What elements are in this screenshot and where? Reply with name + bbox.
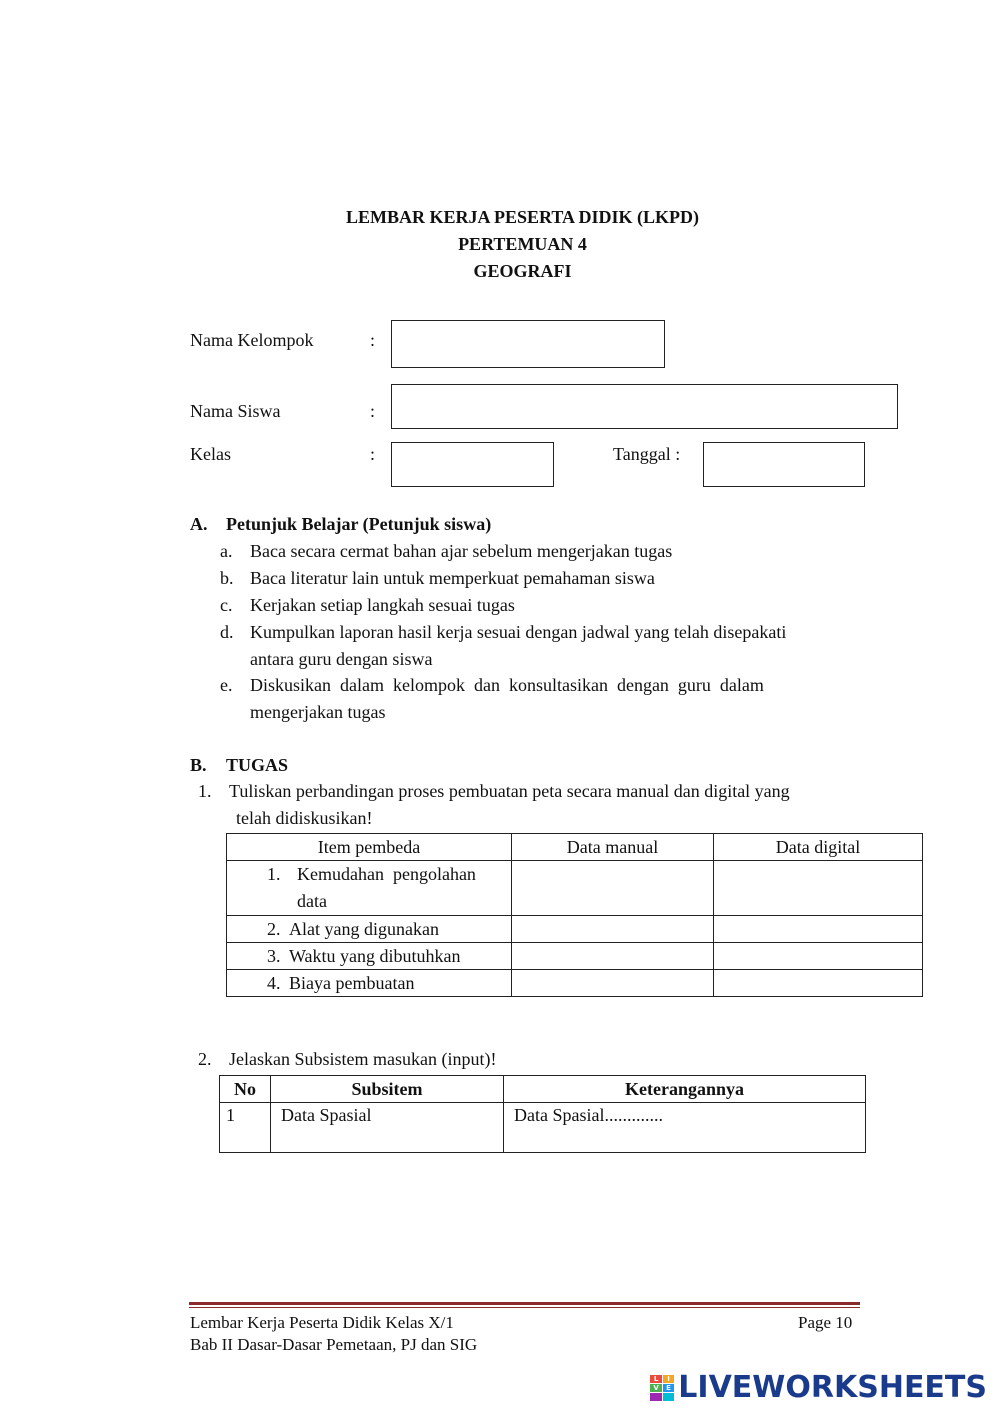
item-text: Diskusikan dalam kelompok dan konsultasikan dengan guru dalam — [250, 675, 764, 695]
cell-no: 1 — [220, 1103, 271, 1153]
table-cell-item — [227, 970, 512, 997]
section-a-letter: A. — [190, 514, 208, 534]
item-text-cont: mengerjakan tugas — [250, 702, 386, 722]
row-label: Alat yang digunakan — [289, 918, 439, 939]
cell-subsitem: Data Spasial — [271, 1103, 504, 1153]
row-label: Biaya pembuatan — [289, 972, 415, 993]
item-text: Baca literatur lain untuk memperkuat pemahaman siswa — [250, 568, 655, 588]
table-row — [227, 943, 923, 970]
digital-cell[interactable] — [714, 916, 923, 943]
section-a-heading: Petunjuk Belajar (Petunjuk siswa) — [226, 514, 492, 534]
footer-divider — [189, 1302, 860, 1305]
liveworksheets-text: LIVEWORKSHEETS — [678, 1370, 987, 1405]
comparison-table — [226, 833, 923, 997]
row-label-cont: data — [297, 891, 327, 911]
item-marker: e. — [220, 675, 233, 695]
table-header-manual: Data manual — [512, 834, 714, 861]
icon-letter: E — [663, 1384, 675, 1392]
question-1-text-cont: telah didiskusikan! — [236, 808, 373, 828]
table-row — [227, 861, 923, 916]
item-text: Baca secara cermat bahan ajar sebelum mengerjakan tugas — [250, 541, 673, 561]
item-marker: c. — [220, 595, 233, 615]
table-header-keterangan: Keterangannya — [504, 1076, 866, 1103]
table-cell-item — [227, 861, 512, 916]
table-header-subsitem: Subsitem — [271, 1076, 504, 1103]
manual-cell[interactable] — [512, 970, 714, 997]
row-number: 1. — [267, 864, 281, 884]
footer-page: Page 10 — [798, 1313, 853, 1332]
table-header-item: Item pembeda — [227, 834, 512, 861]
row-number: 3. — [267, 945, 281, 966]
question-1-text: Tuliskan perbandingan proses pembuatan peta secara manual dan digital yang — [229, 781, 790, 801]
manual-cell[interactable] — [512, 943, 714, 970]
subsystem-table — [219, 1075, 866, 1153]
table-header-no: No — [220, 1076, 271, 1103]
instruction-item — [220, 538, 880, 565]
nama-kelompok-label: Nama Kelompok — [190, 330, 314, 350]
table-row — [227, 970, 923, 997]
nama-kelompok-input[interactable] — [391, 320, 665, 368]
nama-siswa-input[interactable] — [391, 384, 898, 429]
item-text-cont: antara guru dengan siswa — [250, 649, 433, 669]
section-b-letter: B. — [190, 755, 207, 775]
tanggal-label: Tanggal : — [613, 444, 681, 464]
tanggal-input[interactable] — [703, 442, 865, 487]
colon: : — [370, 444, 376, 464]
title-subject: GEOGRAFI — [473, 261, 572, 281]
instruction-item — [220, 565, 880, 592]
table-row — [220, 1103, 866, 1153]
item-marker: b. — [220, 568, 234, 588]
digital-cell[interactable] — [714, 970, 923, 997]
item-text: Kumpulkan laporan hasil kerja sesuai dengan jadwal yang telah disepakati — [250, 622, 787, 642]
footer-title: Lembar Kerja Peserta Didik Kelas X/1 — [190, 1313, 454, 1332]
icon-letter: L — [650, 1375, 662, 1383]
footer-divider-thin — [189, 1307, 860, 1308]
item-marker: a. — [220, 541, 233, 561]
manual-cell[interactable] — [512, 861, 714, 916]
question-1-number: 1. — [198, 781, 212, 801]
question-2-text: Jelaskan Subsistem masukan (input)! — [229, 1049, 497, 1069]
item-text: Kerjakan setiap langkah sesuai tugas — [250, 595, 515, 615]
row-number: 4. — [267, 972, 281, 993]
footer-chapter: Bab II Dasar-Dasar Pemetaan, PJ dan SIG — [190, 1335, 478, 1354]
row-label: Kemudahan pengolahan — [297, 864, 476, 884]
colon: : — [370, 401, 376, 421]
icon-letter: I — [663, 1375, 675, 1383]
colon: : — [370, 330, 376, 350]
table-row — [227, 916, 923, 943]
liveworksheets-icon — [650, 1375, 674, 1401]
table-cell-item — [227, 916, 512, 943]
digital-cell[interactable] — [714, 861, 923, 916]
row-label: Waktu yang dibutuhkan — [289, 945, 461, 966]
cell-keterangan[interactable]: Data Spasial............. — [504, 1103, 866, 1153]
row-number: 2. — [267, 918, 281, 939]
icon-letter: V — [650, 1384, 662, 1392]
nama-siswa-label: Nama Siswa — [190, 401, 281, 421]
title-lkpd: LEMBAR KERJA PESERTA DIDIK (LKPD) — [345, 207, 700, 227]
instruction-item — [220, 672, 880, 726]
table-cell-item — [227, 943, 512, 970]
question-2-number: 2. — [198, 1049, 212, 1069]
section-b-heading: TUGAS — [226, 755, 289, 775]
instruction-item — [220, 592, 880, 619]
manual-cell[interactable] — [512, 916, 714, 943]
liveworksheets-logo — [650, 1370, 987, 1405]
item-marker: d. — [220, 622, 234, 642]
table-header-digital: Data digital — [714, 834, 923, 861]
instruction-item — [220, 619, 880, 673]
kelas-input[interactable] — [391, 442, 554, 487]
kelas-label: Kelas — [190, 444, 231, 464]
digital-cell[interactable] — [714, 943, 923, 970]
title-pertemuan: PERTEMUAN 4 — [458, 234, 587, 254]
